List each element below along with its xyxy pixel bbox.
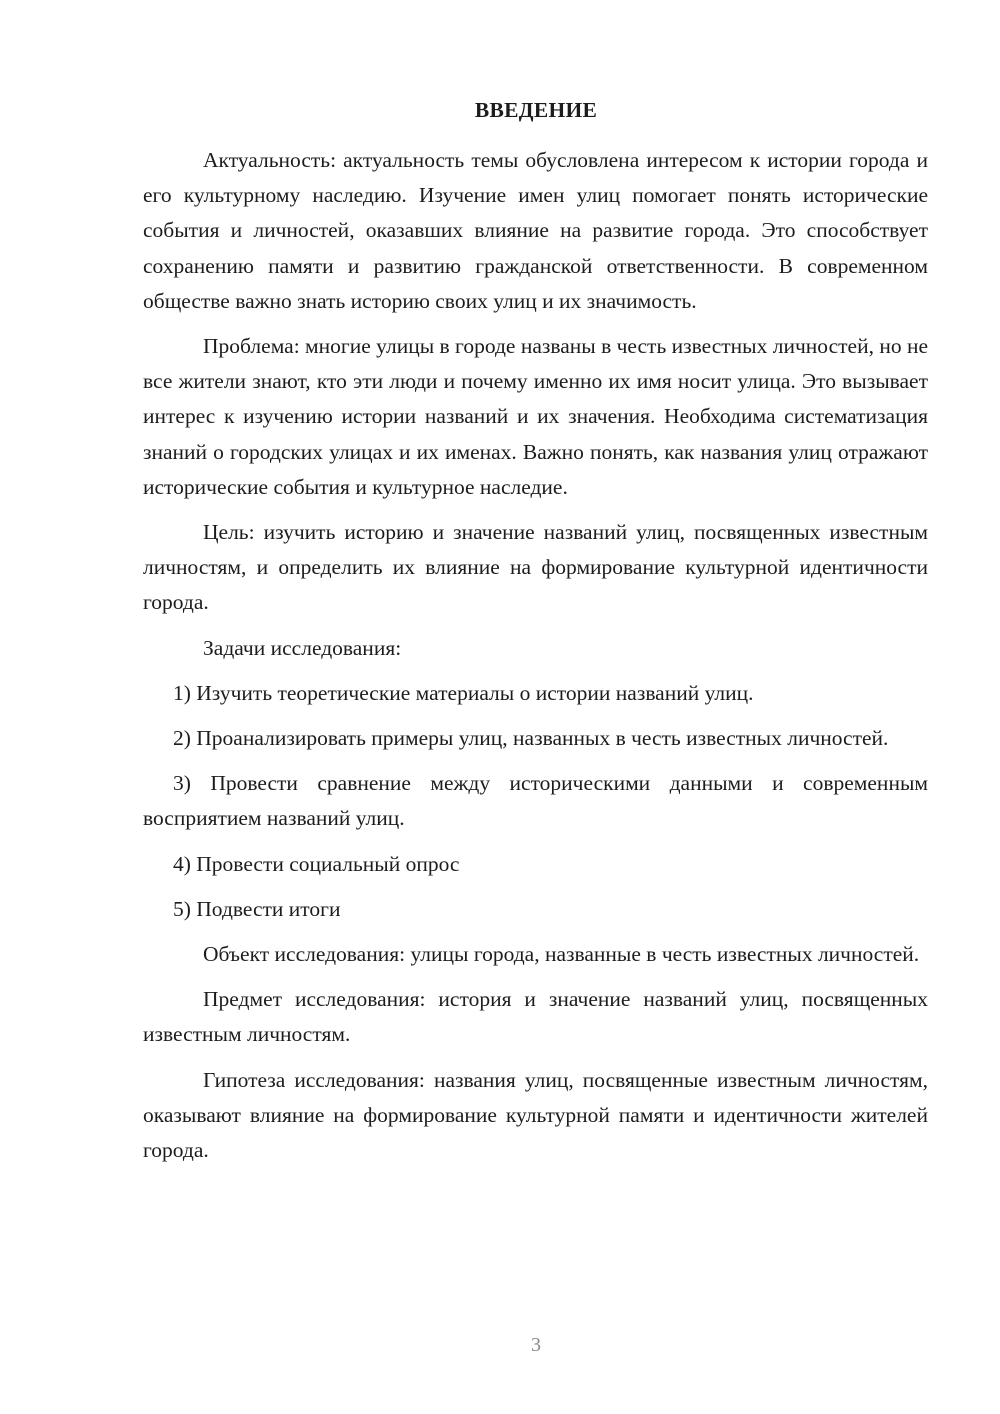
paragraph-goal: Цель: изучить историю и значение названий улиц, посвященных известным личностям, и определить их влияние на формирование культурной идентичности города. xyxy=(143,520,928,615)
paragraph-problem: Проблема: многие улицы в городе названы в честь известных личностей, но не все жители знают, кто эти люди и почему именно их имя носит улица. Это вызывает интерес к изучению истории названий и их значения. Необходима систематизация знаний о городских улицах и их именах. Важно понять, как названия улиц отражают исторические события и культурное наследие. xyxy=(143,334,929,499)
task-item: 2) Проанализировать примеры улиц, названных в честь известных личностей. xyxy=(173,726,889,751)
page-number: 3 xyxy=(531,1334,541,1356)
task-item: 1) Изучить теоретические материалы о истории названий улиц. xyxy=(173,680,754,705)
paragraph-subject: Предмет исследования: история и значение названий улиц, посвященных известным личностям. xyxy=(143,987,928,1047)
body-text xyxy=(143,143,928,1178)
paragraph-hypothesis: Гипотеза исследования: названия улиц, посвященные известным личностям, оказывают влияние на формирование культурной памяти и идентичности жителей города. xyxy=(143,1067,928,1163)
task-item: 3) Провести сравнение между историческими данными и современным восприятием названий улиц. xyxy=(143,771,928,831)
task-item: 4) Провести социальный опрос xyxy=(173,851,460,876)
paragraph-relevance: Актуальность: актуальность темы обусловлена интересом к истории города и его культурному наследию. Изучение имен улиц помогает понять исторические события и личностей, оказавших влияние на развитие города. Это способствует сохранению памяти и развитию гражданской ответственности. В современном обществе важно знать историю своих улиц и их значимость. xyxy=(143,148,928,313)
paragraph-object: Объект исследования: улицы города, названные в честь известных личностей. xyxy=(203,942,920,967)
section-heading: ВВЕДЕНИЕ xyxy=(474,98,598,122)
task-item: 5) Подвести итоги xyxy=(173,896,341,921)
tasks-title: Задачи исследования: xyxy=(203,635,402,660)
